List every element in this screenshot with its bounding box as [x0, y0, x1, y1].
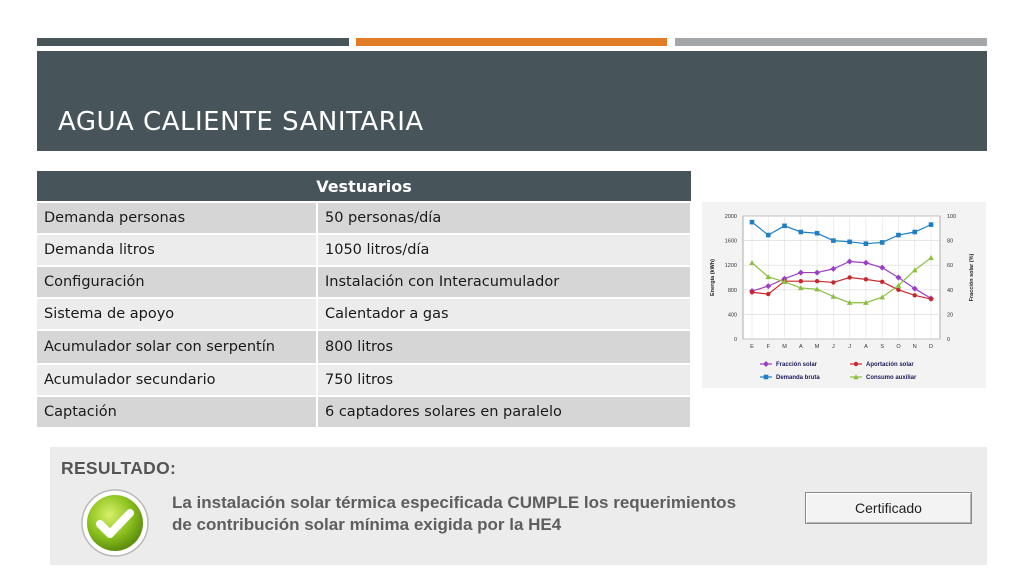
y-right-tick-label: 40 [947, 287, 954, 294]
result-title: RESULTADO: [61, 458, 177, 478]
x-tick-label: F [766, 344, 770, 350]
legend-label-fraccion-solar: Fracción solar [776, 362, 818, 368]
row-value: 6 captadores solares en paralelo [317, 396, 691, 427]
legend-marker-aportacion-solar [854, 362, 858, 366]
legend-marker-fraccion-solar [763, 361, 769, 367]
y-right-tick-label: 80 [947, 238, 954, 245]
table-row [37, 234, 691, 266]
x-tick-label: D [929, 344, 933, 350]
slide-title: AGUA CALIENTE SANITARIA [58, 107, 424, 137]
y-right-tick-label: 100 [947, 214, 957, 220]
data-point-aportacion-solar [766, 292, 770, 296]
row-label: Captación [37, 396, 317, 427]
data-point-aportacion-solar [750, 290, 754, 294]
x-tick-label: A [864, 344, 868, 350]
y-tick-label: 400 [727, 312, 737, 319]
table-row [37, 330, 691, 364]
data-point-demanda-bruta [799, 230, 804, 235]
table-row [37, 364, 691, 396]
check-icon [80, 488, 150, 558]
row-value: 750 litros [317, 364, 691, 396]
x-tick-label: J [848, 344, 852, 350]
data-point-demanda-bruta [815, 231, 820, 236]
y-tick-label: 2000 [724, 214, 737, 220]
plot-area [743, 216, 940, 339]
x-tick-label: A [798, 344, 803, 350]
data-point-aportacion-solar [880, 280, 884, 284]
accent-bar-dark [37, 38, 349, 46]
y-tick-label: 0 [733, 337, 737, 343]
row-value: Calentador a gas [317, 298, 691, 330]
y-right-tick-label: 20 [947, 312, 954, 319]
data-point-demanda-bruta [864, 241, 869, 246]
x-tick-label: J [831, 344, 835, 350]
accent-bar-orange [356, 38, 667, 46]
row-label: Demanda personas [37, 202, 317, 234]
table-row [37, 202, 691, 234]
data-point-aportacion-solar [929, 297, 933, 301]
legend-label-consumo-auxiliar: Consumo auxiliar [866, 375, 917, 381]
data-point-demanda-bruta [880, 240, 885, 245]
data-point-aportacion-solar [831, 280, 835, 284]
result-message [172, 492, 812, 536]
y-right-tick-label: 60 [947, 263, 954, 270]
row-label: Configuración [37, 266, 317, 298]
data-point-aportacion-solar [815, 279, 819, 283]
x-tick-label: M [782, 344, 787, 350]
y-right-axis-label: Fracción solar (%) [969, 253, 975, 302]
certificado-button[interactable]: Certificado [805, 492, 972, 524]
y-tick-label: 800 [727, 287, 737, 294]
row-label: Demanda litros [37, 234, 317, 266]
row-label: Sistema de apoyo [37, 298, 317, 330]
y-tick-label: 1600 [724, 238, 737, 245]
x-tick-label: E [750, 344, 754, 350]
data-point-demanda-bruta [896, 233, 901, 238]
row-value: Instalación con Interacumulador [317, 266, 691, 298]
data-point-demanda-bruta [831, 238, 836, 243]
legend-label-demanda-bruta: Demanda bruta [776, 375, 820, 381]
energy-chart-svg [702, 202, 986, 388]
x-tick-label: N [912, 344, 917, 350]
result-panel [50, 447, 987, 565]
table-row [37, 298, 691, 330]
data-point-aportacion-solar [896, 288, 900, 292]
result-message-line2: de contribución solar mínima exigida por la HE4 [172, 515, 562, 534]
data-point-demanda-bruta [912, 230, 917, 235]
row-label: Acumulador solar con serpentín [37, 330, 317, 364]
row-value: 1050 litros/día [317, 234, 691, 266]
row-label: Acumulador secundario [37, 364, 317, 396]
result-message-line1: La instalación solar térmica especificada CUMPLE los requerimientos [172, 493, 737, 512]
legend-marker-demanda-bruta [764, 375, 769, 380]
specs-table [37, 171, 692, 427]
data-point-demanda-bruta [766, 233, 771, 238]
table-row [37, 266, 691, 298]
row-value: 800 litros [317, 330, 691, 364]
title-banner [37, 51, 987, 151]
x-tick-label: O [896, 344, 901, 350]
legend-label-aportacion-solar: Aportación solar [866, 362, 914, 368]
x-tick-label: M [814, 344, 820, 350]
data-point-demanda-bruta [782, 224, 787, 229]
data-point-demanda-bruta [847, 240, 852, 245]
data-point-demanda-bruta [929, 222, 934, 227]
y-right-tick-label: 0 [947, 337, 951, 343]
energy-chart [702, 202, 986, 388]
table-row [37, 396, 691, 427]
y-axis-label: Energía (kWh) [710, 259, 716, 296]
data-point-demanda-bruta [750, 220, 755, 225]
x-tick-label: S [880, 344, 885, 350]
table-header: Vestuarios [37, 171, 691, 202]
row-value: 50 personas/día [317, 202, 691, 234]
data-point-aportacion-solar [799, 279, 803, 283]
y-tick-label: 1200 [724, 263, 737, 270]
accent-bar-gray [675, 38, 987, 46]
data-point-aportacion-solar [864, 277, 868, 281]
data-point-aportacion-solar [847, 275, 851, 279]
data-point-aportacion-solar [913, 293, 917, 297]
